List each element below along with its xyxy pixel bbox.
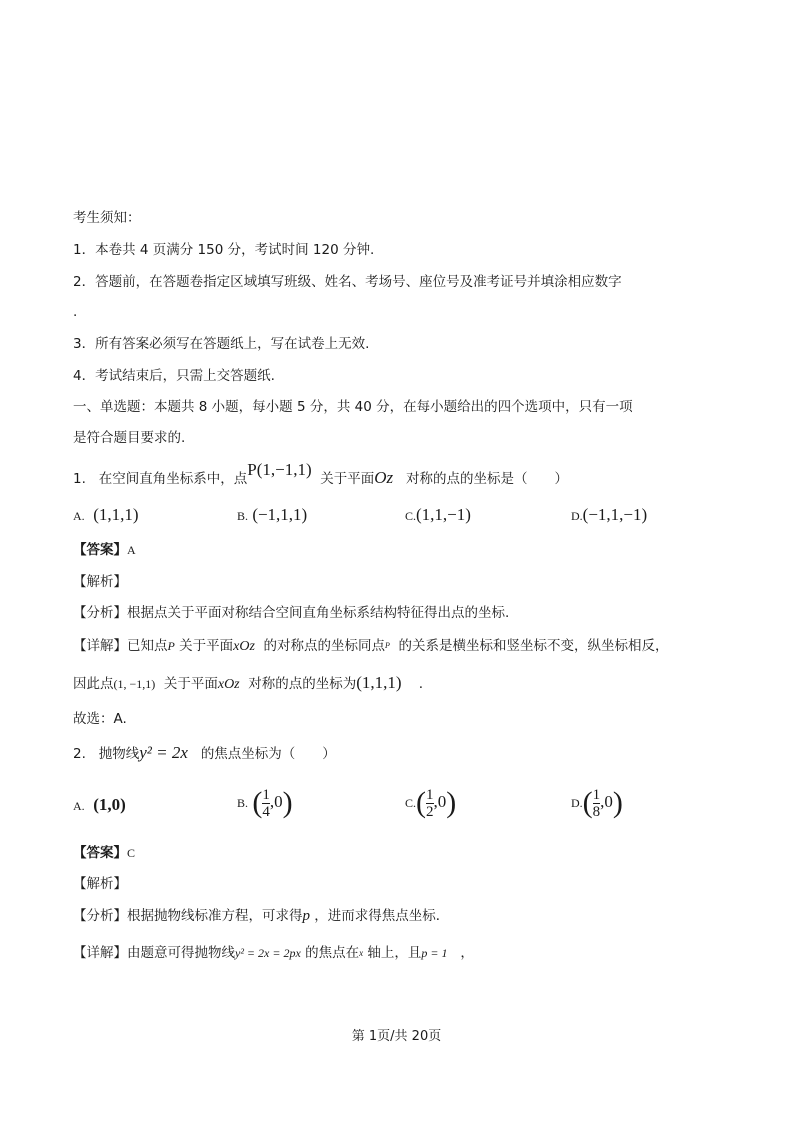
notice-item-3-num: 3． — [73, 336, 96, 352]
paren-right: ) — [612, 786, 623, 819]
xiangjie-text: 的焦点在 — [305, 945, 360, 961]
paren-left: ( — [416, 786, 427, 819]
q1-choice: 故选：A. — [73, 711, 127, 727]
notice-item-2-tail: . — [73, 304, 78, 320]
notice-item-2-num: 2． — [73, 274, 96, 290]
q1-option-a — [73, 505, 139, 525]
q1-number: 1. — [73, 471, 86, 487]
xiangjie-tag: 【详解】 — [73, 638, 127, 654]
paren-left: ( — [582, 786, 593, 819]
xiangjie-text: 的对称点的坐标同点 — [263, 638, 386, 654]
xiangjie-text: 关于平面 — [179, 638, 234, 654]
q1-answer — [73, 540, 136, 560]
q2-option-b — [237, 786, 293, 820]
q1-option-label: C. — [405, 509, 417, 523]
fraction — [262, 787, 270, 820]
notice-item-2 — [73, 272, 622, 292]
param-p: p — [302, 908, 310, 924]
numerator: 1 — [592, 786, 601, 803]
q1-xiangjie-line2 — [73, 673, 423, 695]
q1-option-value: (1,1,1) — [93, 505, 139, 524]
q1-option-value: (1,1,−1) — [416, 505, 471, 524]
period: . — [418, 676, 424, 692]
notice-item-1-num: 1． — [73, 242, 96, 258]
q1-point: P(1,−1,1) — [247, 460, 312, 479]
parabola-eq: y² = 2x = 2px — [235, 946, 301, 960]
notice-item-3-text: 所有答案必须写在答题纸上，写在试卷上无效. — [95, 336, 370, 352]
section-heading-line1: 一、单选题：本题共 8 小题，每小题 5 分，共 40 分，在每小题给出的四个选项中，只有一项 — [73, 399, 633, 415]
q2-text-b: 的焦点坐标为（ ） — [200, 746, 336, 762]
answer-value: C — [127, 846, 136, 860]
answer-tag: 【答案】 — [73, 542, 127, 558]
fraction — [426, 787, 434, 820]
xiangjie-text: 的关系是横坐标和竖坐标不变，纵坐标相反， — [398, 638, 669, 654]
q2-option-a — [73, 795, 126, 815]
q1-analysis-tag: 【解析】 — [73, 574, 127, 590]
numerator: 1 — [426, 786, 434, 803]
fenxi-tag: 【分析】 — [73, 908, 127, 924]
q2-text-a: 抛物线 — [98, 746, 140, 762]
paren-left: ( — [252, 786, 263, 819]
xiangjie-text: 轴上，且 — [367, 945, 422, 961]
q1-stem — [73, 460, 569, 489]
q1-option-value: (−1,1,1) — [252, 505, 308, 524]
denominator: 4 — [262, 803, 270, 820]
q1-option-d — [571, 505, 647, 525]
p-value: p = 1 — [421, 946, 448, 960]
q2-number: 2. — [73, 746, 86, 762]
xiangjie-text: ， — [460, 945, 474, 961]
notice-title: 考生须知： — [73, 210, 141, 226]
q1-option-value: (−1,1,−1) — [582, 505, 648, 524]
fenxi-text: ，进而求得焦点坐标． — [314, 908, 450, 924]
q1-fenxi — [73, 603, 509, 623]
q2-equation: y² = 2x — [139, 743, 188, 762]
q2-option-c — [405, 786, 456, 820]
q2-analysis-tag: 【解析】 — [73, 876, 127, 892]
fenxi-text: 根据抛物线标准方程，可求得 — [127, 908, 303, 924]
notice-item-2-text: 答题前，在答题卷指定区域填写班级、姓名、考场号、座位号及准考证号并填涂相应数字 — [95, 274, 622, 290]
xiangjie-text: 已知点 — [127, 638, 168, 654]
paren-right: ) — [446, 786, 457, 819]
notice-item-1 — [73, 240, 374, 260]
xiangjie-text: 对称的点的坐标为 — [248, 676, 357, 692]
answer-value: A — [127, 543, 136, 557]
q2-answer — [73, 843, 135, 863]
q2-option-label: C. — [405, 796, 417, 810]
q1-option-label: D. — [571, 509, 583, 523]
tail: ,0 — [433, 792, 447, 811]
denominator: 2 — [426, 803, 434, 820]
page-footer: 第 1页/共 20页 — [351, 1029, 442, 1044]
q1-option-label: B. — [237, 509, 249, 523]
tail: ,0 — [269, 792, 283, 811]
q1-plane: Oz — [374, 468, 394, 487]
tail: ,0 — [600, 792, 613, 811]
notice-item-4 — [73, 366, 275, 386]
q2-option-d — [571, 786, 623, 820]
xiangjie-text: 关于平面 — [163, 676, 218, 692]
notice-item-3 — [73, 334, 369, 354]
result-coords: (1,1,1) — [356, 673, 402, 692]
q1-text-b: 关于平面 — [320, 471, 375, 487]
q2-xiangjie — [73, 943, 474, 963]
plane-xoz: xOz — [217, 677, 240, 692]
q2-option-label: A. — [73, 799, 85, 813]
q2-fenxi — [73, 906, 449, 926]
q1-text-c: 对称的点的坐标是（ ） — [406, 471, 569, 487]
q2-stem — [73, 743, 336, 764]
xiangjie-text: 由题意可得抛物线 — [127, 945, 235, 961]
section-heading-line2: 是符合题目要求的. — [73, 430, 186, 446]
notice-item-4-text: 考试结束后，只需上交答题纸. — [95, 368, 275, 384]
q2-option-label: B. — [237, 796, 249, 810]
xiangjie-text: 因此点 — [73, 676, 114, 692]
numerator: 1 — [262, 786, 270, 803]
q1-xiangjie-line1 — [73, 636, 669, 657]
answer-tag: 【答案】 — [73, 845, 127, 861]
denominator: 8 — [592, 803, 601, 820]
q1-text-a: 在空间直角坐标系中，点 — [98, 471, 248, 487]
point-p-small: P — [385, 641, 390, 650]
q2-option-value: (1,0) — [93, 795, 126, 814]
xiangjie-tag: 【详解】 — [73, 945, 127, 961]
notice-item-1-text: 本卷共 4 页满分 150 分，考试时间 120 分钟. — [95, 242, 375, 258]
point-coords: (1, −1,1) — [113, 677, 156, 691]
fenxi-text: 根据点关于平面对称结合空间直角坐标系结构特征得出点的坐标. — [127, 605, 510, 621]
q1-option-label: A. — [73, 509, 85, 523]
paren-right: ) — [282, 786, 293, 819]
plane-xoz: xOz — [233, 639, 255, 654]
fenxi-tag: 【分析】 — [73, 605, 127, 621]
notice-item-4-num: 4． — [73, 368, 96, 384]
point-p: P — [167, 639, 175, 653]
q1-option-c — [405, 505, 471, 525]
x-axis: x — [359, 948, 364, 958]
q1-option-b — [237, 505, 307, 525]
q2-option-label: D. — [571, 796, 583, 810]
